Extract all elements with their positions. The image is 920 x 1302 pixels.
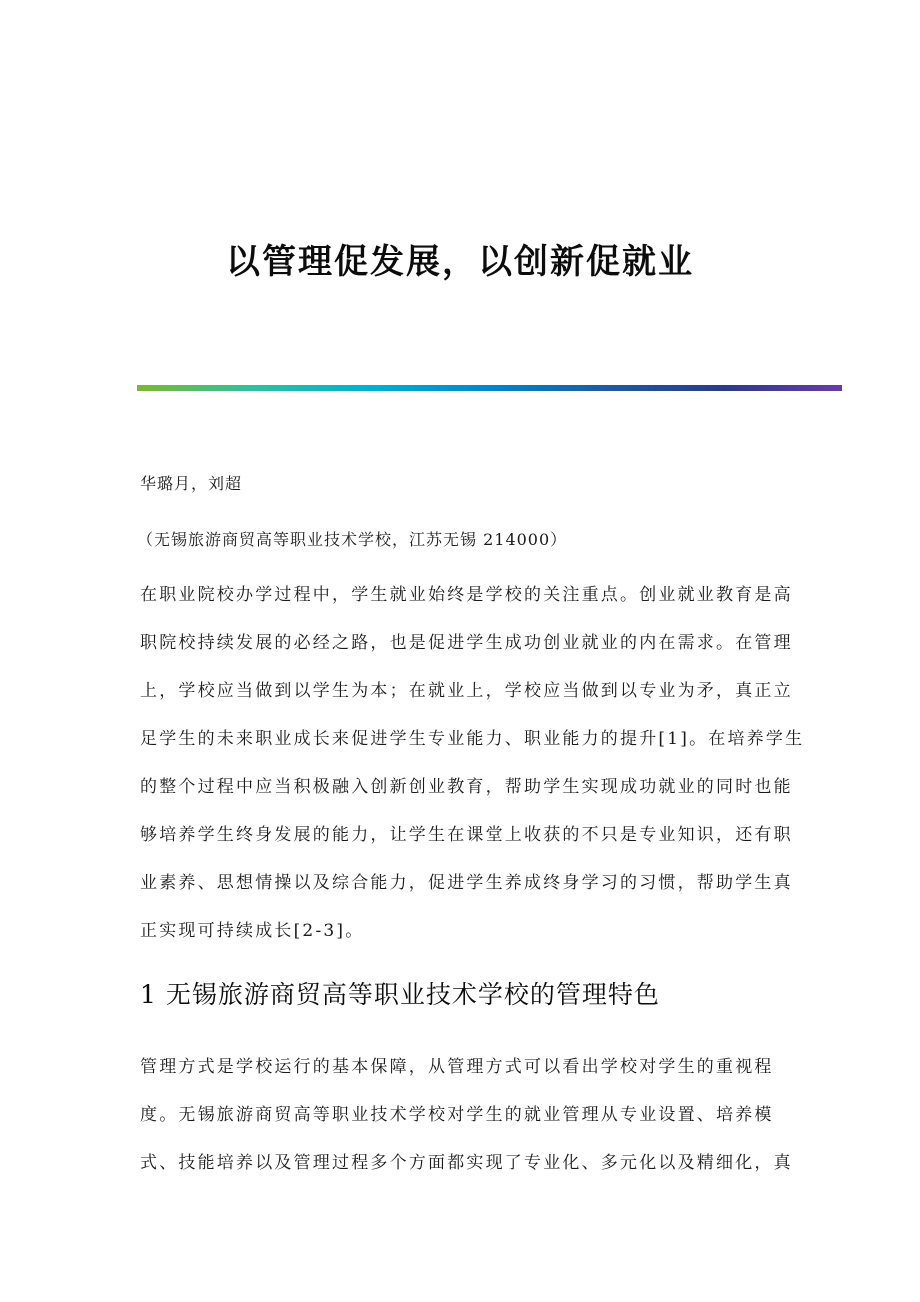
paragraph-line: 够培养学生终身发展的能力，让学生在课堂上收获的不只是专业知识，还有职 xyxy=(140,825,793,845)
authors: 华璐月，刘超 xyxy=(140,474,243,493)
section-paragraph xyxy=(140,1043,793,1187)
paragraph-line: 度。无锡旅游商贸高等职业技术学校对学生的就业管理从专业设置、培养模 xyxy=(140,1105,774,1125)
paragraph-line: 管理方式是学校运行的基本保障，从管理方式可以看出学校对学生的重视程 xyxy=(140,1057,774,1077)
affiliation: （无锡旅游商贸高等职业技术学校，江苏无锡 214000） xyxy=(137,530,568,549)
paragraph-line: 正实现可持续成长[2-3]。 xyxy=(140,921,365,941)
gradient-divider xyxy=(137,385,842,391)
paragraph-line: 职院校持续发展的必经之路，也是促进学生成功创业就业的内在需求。在管理 xyxy=(140,633,793,653)
paragraph-line: 业素养、思想情操以及综合能力，促进学生养成终身学习的习惯，帮助学生真 xyxy=(140,873,793,893)
paragraph-line: 上，学校应当做到以学生为本；在就业上，学校应当做到以专业为矛，真正立 xyxy=(140,681,793,701)
intro-paragraph xyxy=(140,571,805,955)
section-heading: 1 无锡旅游商贸高等职业技术学校的管理特色 xyxy=(140,980,660,1009)
paragraph-line: 足学生的未来职业成长来促进学生专业能力、职业能力的提升[1]。在培养学生 xyxy=(140,729,805,749)
paragraph-line: 在职业院校办学过程中，学生就业始终是学校的关注重点。创业就业教育是高 xyxy=(140,585,793,605)
document-title: 以管理促发展，以创新促就业 xyxy=(226,241,694,282)
paragraph-line: 式、技能培养以及管理过程多个方面都实现了专业化、多元化以及精细化，真 xyxy=(140,1153,793,1173)
paragraph-line: 的整个过程中应当积极融入创新创业教育，帮助学生实现成功就业的同时也能 xyxy=(140,777,793,797)
